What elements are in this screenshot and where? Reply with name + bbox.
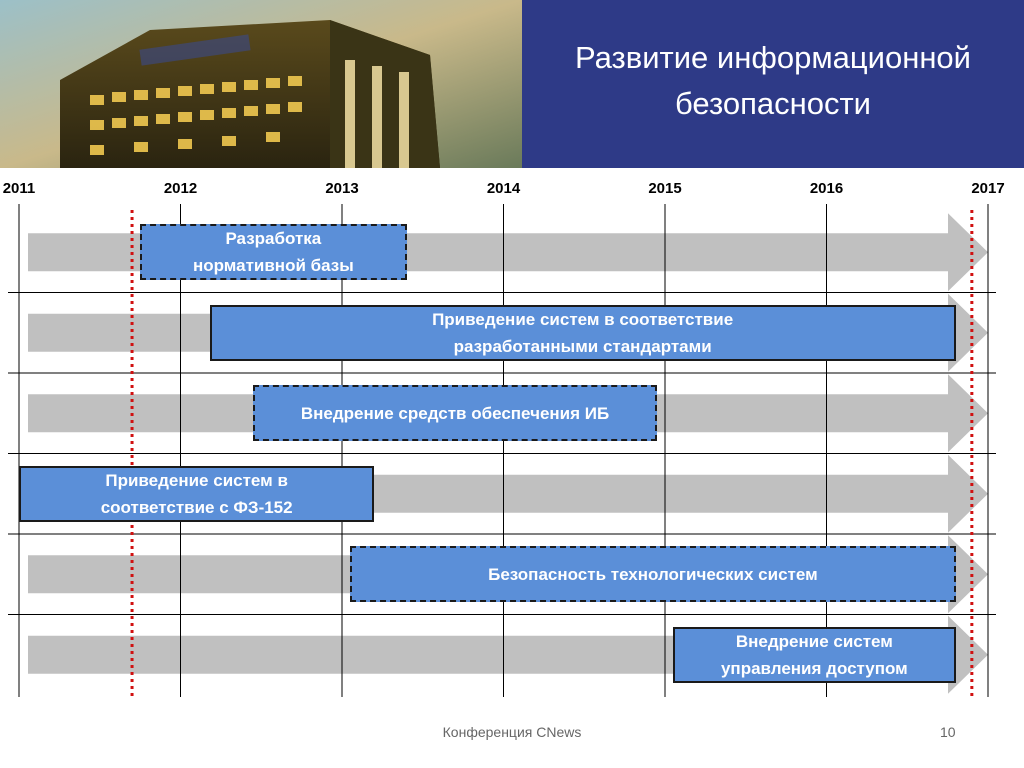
- task-bar: [19, 466, 374, 522]
- year-label: 2017: [971, 180, 1005, 197]
- task-label: Внедрение систем управления доступом: [720, 631, 908, 678]
- task-bar: [673, 627, 956, 683]
- task-label: Приведение систем в соответствие с ФЗ-152: [100, 470, 293, 517]
- task-bar: [350, 546, 956, 602]
- year-label: 2011: [2, 180, 36, 197]
- year-label: 2014: [486, 180, 521, 197]
- task-bar: [210, 305, 956, 361]
- slide-title: Развитие информационной безопасности: [575, 40, 971, 121]
- year-label: 2013: [325, 180, 359, 197]
- task-label: Безопасность технологических систем: [488, 564, 818, 584]
- year-label: 2012: [163, 180, 198, 197]
- task-label: Разработка нормативной базы: [192, 229, 354, 276]
- task-bar: [253, 385, 657, 441]
- page-number: 10: [940, 724, 956, 740]
- task-bar: [140, 224, 406, 280]
- year-label: 2015: [648, 180, 682, 197]
- task-label: Приведение систем в соответствие разработанными стандартами: [432, 309, 734, 356]
- footer-conference: Конференция CNews: [442, 724, 582, 740]
- year-label: 2016: [809, 180, 844, 197]
- task-label: Внедрение средств обеспечения ИБ: [300, 403, 610, 423]
